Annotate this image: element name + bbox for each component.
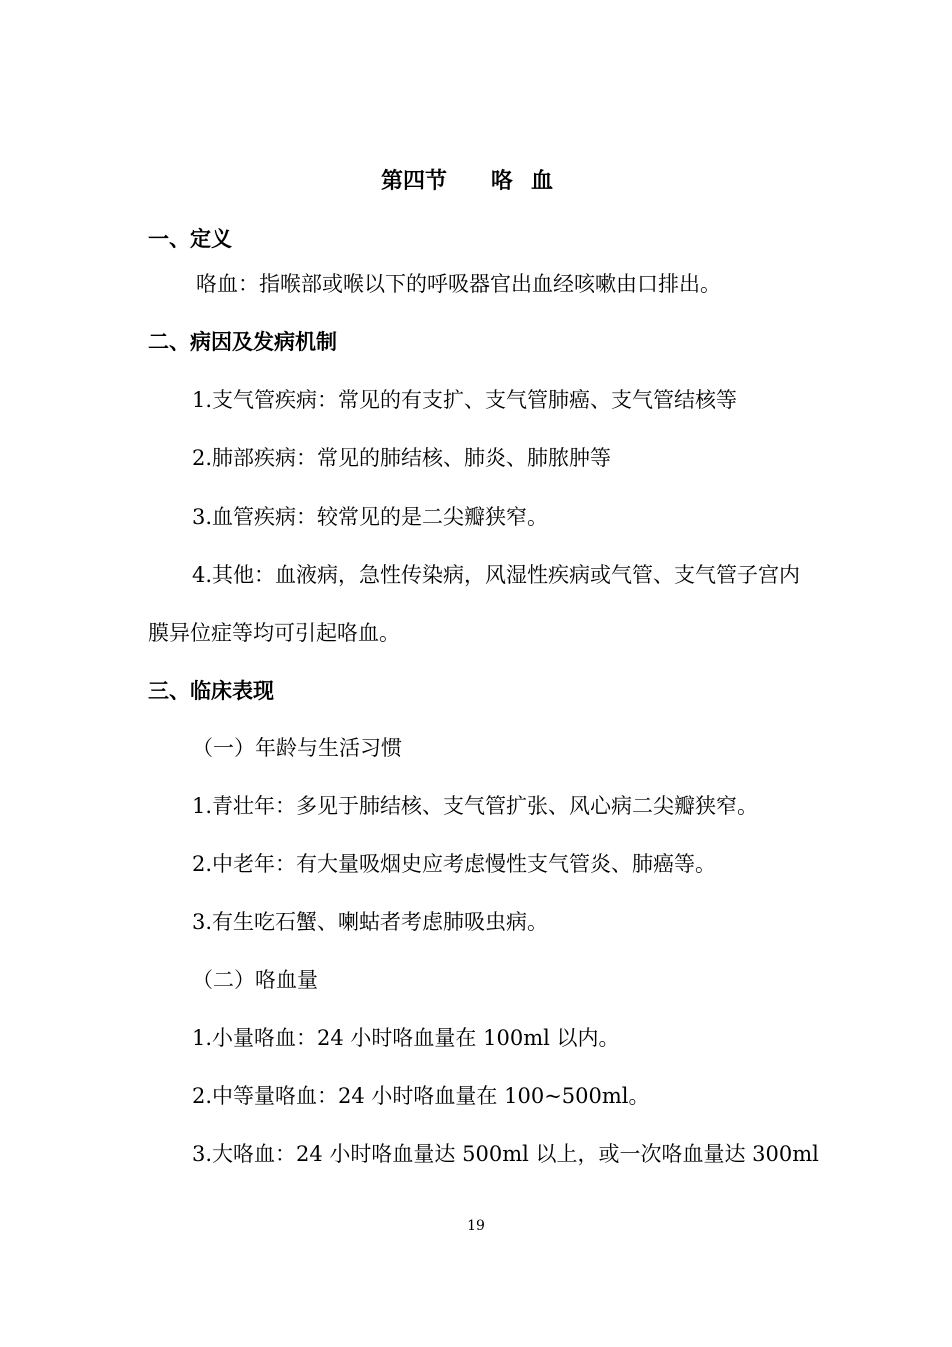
subheading-age-habits: （一）年龄与生活习惯 bbox=[192, 736, 402, 760]
volume-item-1: 1.小量咯血：24 小时咯血量在 100ml 以内。 bbox=[192, 1026, 620, 1050]
etiology-item-4: 4.其他：血液病，急性传染病，风湿性疾病或气管、支气管子宫内 bbox=[192, 563, 801, 587]
heading-clinical: 三、临床表现 bbox=[148, 678, 274, 703]
age-item-3: 3.有生吃石蟹、喇蛄者考虑肺吸虫病。 bbox=[192, 910, 549, 934]
age-item-1: 1.青壮年：多见于肺结核、支气管扩张、风心病二尖瓣狭窄。 bbox=[192, 794, 759, 818]
etiology-item-1: 1.支气管疾病：常见的有支扩、支气管肺癌、支气管结核等 bbox=[192, 388, 738, 412]
etiology-item-2: 2.肺部疾病：常见的肺结核、肺炎、肺脓肿等 bbox=[192, 446, 612, 470]
subheading-hemoptysis-volume: （二）咯血量 bbox=[192, 968, 318, 992]
page-number: 19 bbox=[467, 1218, 485, 1234]
section-title bbox=[0, 166, 952, 196]
heading-definition: 一、定义 bbox=[148, 226, 232, 251]
paragraph-definition: 咯血：指喉部或喉以下的呼吸器官出血经咳嗽由口排出。 bbox=[196, 272, 721, 296]
section-title-topic: 咯血 bbox=[491, 168, 572, 194]
heading-etiology: 二、病因及发病机制 bbox=[148, 329, 337, 354]
age-item-2: 2.中老年：有大量吸烟史应考虑慢性支气管炎、肺癌等。 bbox=[192, 852, 717, 876]
volume-item-2: 2.中等量咯血：24 小时咯血量在 100~500ml。 bbox=[192, 1084, 650, 1108]
etiology-item-3: 3.血管疾病：较常见的是二尖瓣狭窄。 bbox=[192, 505, 549, 529]
volume-item-3: 3.大咯血：24 小时咯血量达 500ml 以上，或一次咯血量达 300ml bbox=[192, 1142, 819, 1166]
section-title-number: 第四节 bbox=[380, 168, 447, 194]
etiology-item-4-continued: 膜异位症等均可引起咯血。 bbox=[148, 621, 400, 645]
